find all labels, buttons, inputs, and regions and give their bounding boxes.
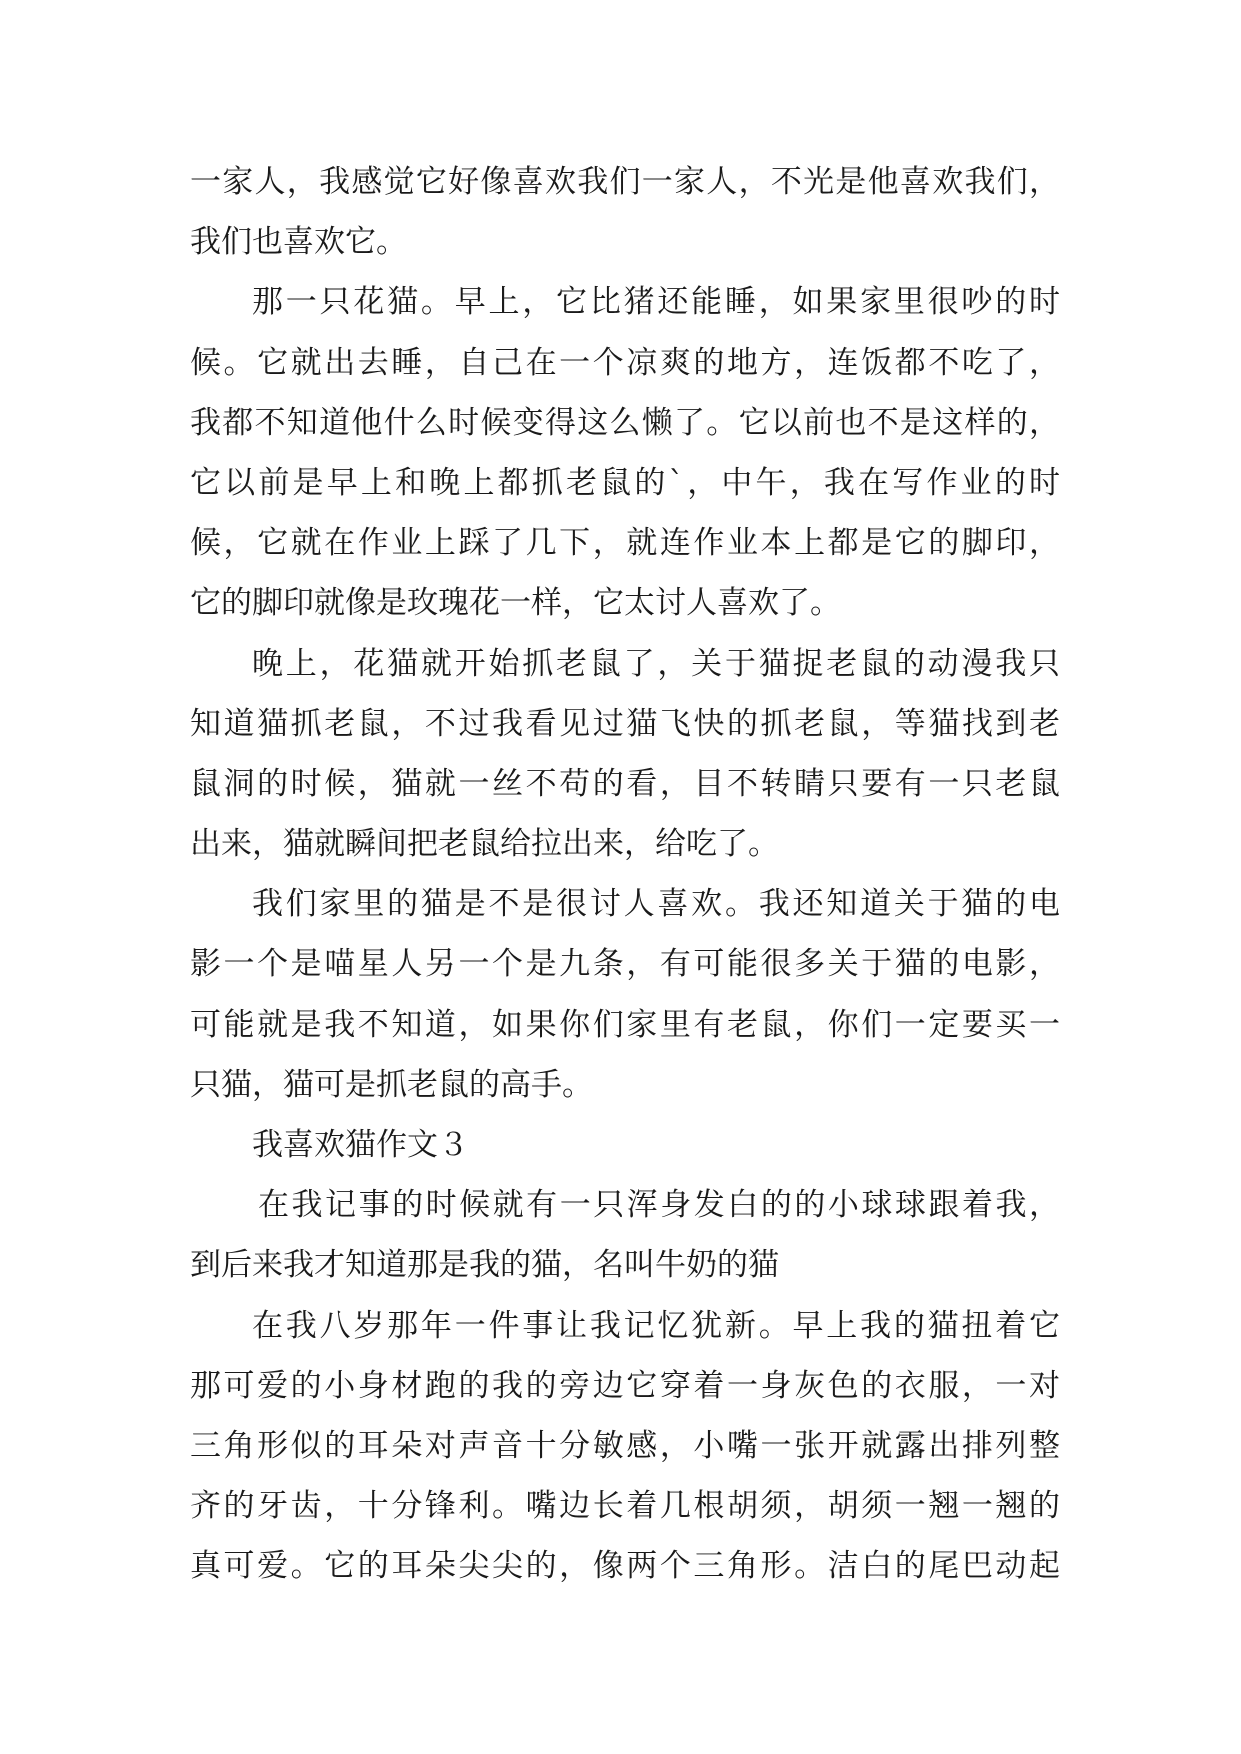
essay-title: 我喜欢猫作文３ (252, 1127, 469, 1163)
paragraph-2 (190, 272, 1060, 633)
text-line: 三角形似的耳朵对声音十分敏感，小嘴一张开就露出排列整 (190, 1427, 1060, 1464)
text-line: 它以前是早上和晚上都抓老鼠的`，中午，我在写作业的时 (190, 464, 1060, 501)
text-line: 知道猫抓老鼠，不过我看见过猫飞快的抓老鼠，等猫找到老 (190, 705, 1060, 742)
paragraph-5 (190, 1175, 1060, 1295)
section-heading (190, 1115, 1060, 1175)
text-line: 影一个是喵星人另一个是九条，有可能很多关于猫的电影， (190, 946, 1060, 983)
essay-body (190, 152, 1060, 1597)
paragraph-3 (190, 634, 1060, 875)
text-line: 候，它就在作业上踩了几下，就连作业本上都是它的脚印， (190, 525, 1060, 562)
text-line: 那一只花猫。早上，它比猪还能睡，如果家里很吵的时 (252, 284, 1060, 321)
text-line: 齐的牙齿，十分锋利。嘴边长着几根胡须，胡须一翘一翘的 (190, 1488, 1060, 1525)
text-line: 可能就是我不知道，如果你们家里有老鼠，你们一定要买一 (190, 1006, 1060, 1043)
text-line: 出来，猫就瞬间把老鼠给拉出来，给吃了。 (190, 826, 779, 863)
text-line: 候。它就出去睡，自己在一个凉爽的地方，连饭都不吃了， (190, 344, 1060, 381)
paragraph-4 (190, 874, 1060, 1115)
text-line: 在我八岁那年一件事让我记忆犹新。早上我的猫扭着它 (252, 1307, 1060, 1344)
text-line: 那可爱的小身材跑的我的旁边它穿着一身灰色的衣服，一对 (190, 1367, 1060, 1404)
text-line: 我们家里的猫是不是很讨人喜欢。我还知道关于猫的电 (252, 886, 1060, 923)
paragraph-6 (190, 1296, 1060, 1597)
paragraph-1 (190, 152, 1060, 272)
text-line: 它的脚印就像是玫瑰花一样，它太讨人喜欢了。 (190, 585, 841, 622)
text-line: 鼠洞的时候，猫就一丝不苟的看，目不转睛只要有一只老鼠 (190, 765, 1060, 802)
text-line: 在我记事的时候就有一只浑身发白的的小球球跟着我， (258, 1187, 1060, 1224)
text-line: 一家人，我感觉它好像喜欢我们一家人，不光是他喜欢我们， (190, 164, 1060, 200)
text-line: 晚上，花猫就开始抓老鼠了，关于猫捉老鼠的动漫我只 (252, 645, 1060, 682)
text-line: 到后来我才知道那是我的猫，名叫牛奶的猫 (190, 1247, 779, 1284)
text-line: 真可爱。它的耳朵尖尖的，像两个三角形。洁白的尾巴动起 (190, 1548, 1060, 1585)
text-line: 我们也喜欢它。 (190, 224, 407, 261)
text-line: 我都不知道他什么时候变得这么懒了。它以前也不是这样的， (190, 404, 1060, 441)
text-line: 只猫，猫可是抓老鼠的高手。 (190, 1066, 593, 1103)
